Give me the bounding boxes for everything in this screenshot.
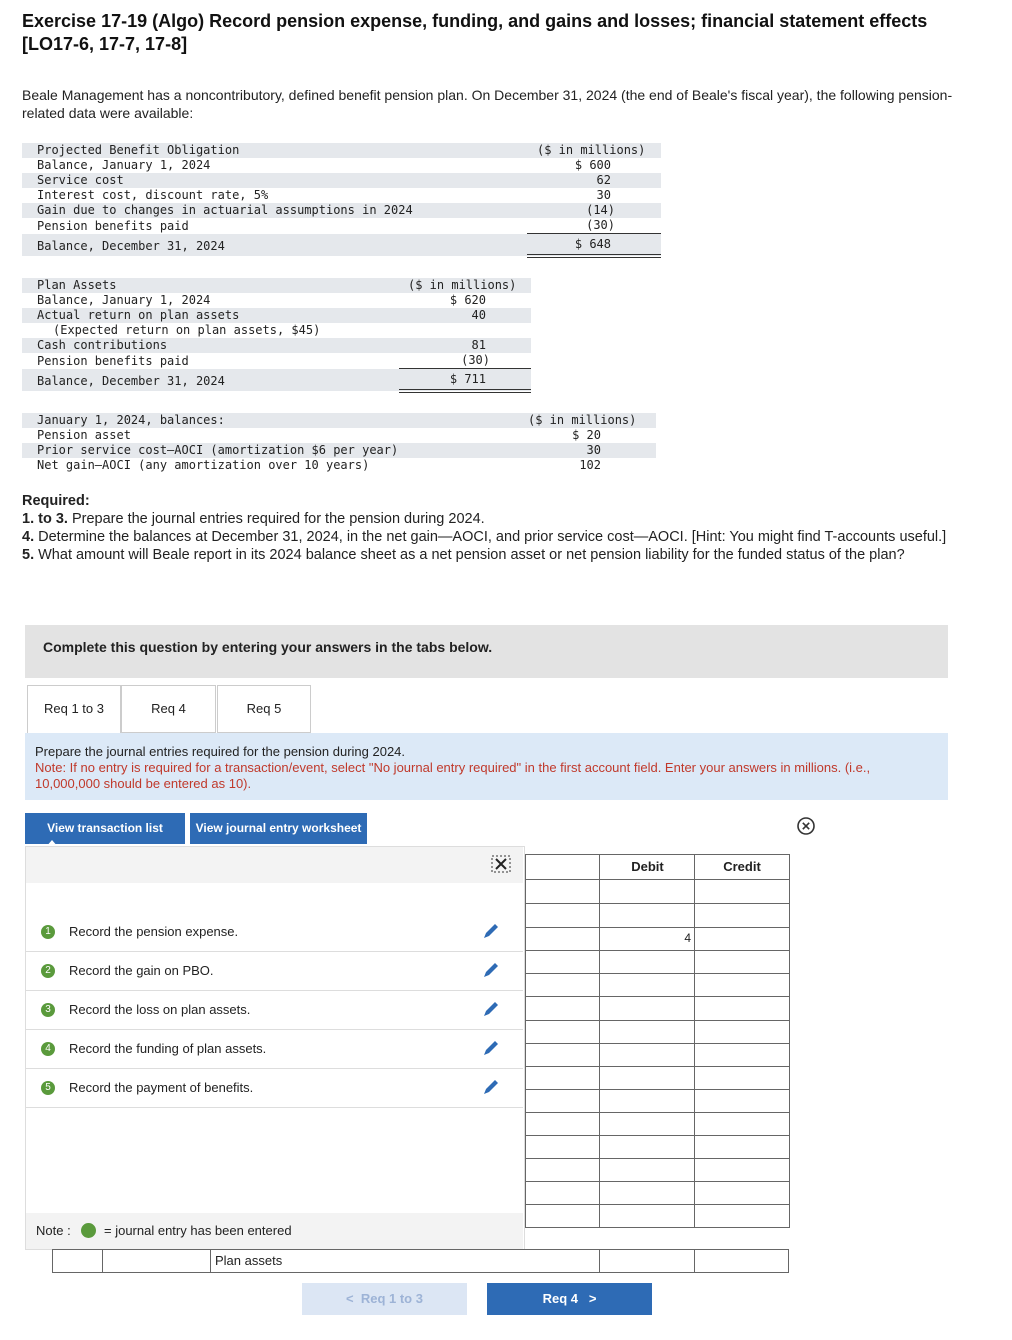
debit-cell[interactable]: [599, 879, 696, 904]
credit-cell[interactable]: [694, 950, 790, 974]
credit-cell[interactable]: [694, 1112, 790, 1136]
plan-assets-row-label: (Expected return on plan assets, $45): [53, 323, 321, 337]
pbo-unit: ($ in millions): [537, 143, 646, 157]
pbo-row-label: Service cost: [37, 173, 124, 187]
debit-cell[interactable]: [599, 1043, 696, 1067]
plan-assets-row-value: 40: [471, 308, 486, 322]
plan-assets-row-label: Cash contributions: [37, 338, 168, 352]
required-item-text: What amount will Beale report in its 2024 balance sheet as a net pension asset or net pension liability for the funded status of the plan?: [38, 547, 905, 563]
transaction-panel-header: [26, 847, 523, 883]
pencil-icon[interactable]: [482, 961, 500, 979]
pbo-row-label: Gain due to changes in actuarial assumptions in 2024: [37, 203, 413, 217]
credit-cell[interactable]: [694, 903, 790, 928]
transaction-number: 1: [41, 925, 55, 939]
chevron-left-icon: <: [346, 1291, 354, 1306]
intro-text: Beale Management has a noncontributory, defined benefit pension plan. On December 31, 2024 (the end of Beale's fiscal year), the following pension-related data were available:: [22, 87, 953, 121]
plan-assets-row-label: Balance, January 1, 2024: [37, 293, 211, 307]
credit-cell[interactable]: [694, 1066, 790, 1090]
credit-cell[interactable]: [694, 927, 790, 951]
legend-note: [26, 1213, 523, 1249]
credit-cell[interactable]: [694, 1181, 790, 1205]
account-cell[interactable]: [525, 903, 601, 928]
prev-tab-button[interactable]: [302, 1283, 467, 1315]
debit-cell[interactable]: 4: [599, 927, 696, 951]
account-cell[interactable]: [525, 996, 601, 1021]
balances-row-value: 102: [579, 458, 601, 472]
account-cell[interactable]: Plan assets: [210, 1249, 600, 1273]
plan-assets-header: Plan Assets: [37, 278, 117, 292]
pbo-row-value: 30: [596, 188, 611, 202]
debit-cell[interactable]: [599, 973, 696, 997]
debit-cell[interactable]: [599, 1066, 696, 1090]
collapse-x-icon[interactable]: [491, 855, 511, 873]
balances-row-label: Prior service cost—AOCI (amortization $6 per year): [37, 443, 399, 457]
chevron-right-icon: >: [588, 1291, 597, 1306]
debit-cell[interactable]: [599, 996, 696, 1021]
close-icon[interactable]: [796, 816, 816, 836]
debit-cell[interactable]: [599, 1204, 696, 1228]
instructions-note: Note: If no entry is required for a transaction/event, select "No journal entry required" in the first account field. Enter your answers in millions. (i.e., 10,000,000 should be entered as 10).: [35, 760, 871, 791]
transaction-label: Record the gain on PBO.: [69, 963, 214, 978]
transaction-label: Record the loss on plan assets.: [69, 1002, 251, 1017]
debit-cell[interactable]: [599, 1020, 696, 1044]
account-cell[interactable]: [525, 1066, 601, 1090]
credit-cell[interactable]: [694, 879, 790, 904]
balances-unit: ($ in millions): [528, 413, 637, 427]
credit-cell[interactable]: [694, 1249, 789, 1273]
credit-cell[interactable]: [694, 1089, 790, 1113]
account-cell[interactable]: [525, 879, 601, 904]
account-cell[interactable]: [525, 973, 601, 997]
credit-cell[interactable]: [694, 1204, 790, 1228]
account-cell[interactable]: [525, 1204, 601, 1228]
account-cell[interactable]: [525, 1043, 601, 1067]
next-tab-label: Req 4: [542, 1291, 578, 1306]
debit-header: Debit: [599, 854, 696, 880]
plan-assets-unit: ($ in millions): [408, 278, 517, 292]
transaction-number: 2: [41, 964, 55, 978]
pencil-icon[interactable]: [482, 1078, 500, 1096]
debit-cell[interactable]: [599, 903, 696, 928]
credit-cell[interactable]: [694, 1158, 790, 1182]
transaction-number: 4: [41, 1042, 55, 1056]
credit-cell[interactable]: [694, 1043, 790, 1067]
credit-cell[interactable]: [694, 996, 790, 1021]
pencil-icon[interactable]: [482, 922, 500, 940]
debit-cell[interactable]: [599, 950, 696, 974]
transaction-item[interactable]: [26, 991, 523, 1030]
complete-banner-text: Complete this question by entering your answers in the tabs below.: [43, 639, 493, 655]
plan-assets-row-value: $ 620: [449, 293, 486, 307]
credit-header: Credit: [694, 854, 790, 880]
next-tab-button[interactable]: [487, 1283, 652, 1315]
debit-cell[interactable]: [599, 1089, 696, 1113]
plan-assets-row-value: 81: [471, 338, 486, 352]
plan-assets-row-value: $ 711: [449, 372, 486, 386]
prev-tab-label: Req 1 to 3: [360, 1291, 423, 1306]
transaction-item[interactable]: [26, 1069, 523, 1108]
transaction-item[interactable]: [26, 1030, 523, 1069]
credit-cell[interactable]: [694, 1020, 790, 1044]
grid-header-cell: [525, 854, 601, 880]
pbo-row-value: 62: [596, 173, 611, 187]
pbo-header: Projected Benefit Obligation: [37, 143, 240, 157]
account-cell[interactable]: [525, 1089, 601, 1113]
required-item-text: Determine the balances at December 31, 2024, in the net gain—AOCI, and prior service cost—AOCI. [Hint: You might find T-accounts useful.]: [38, 529, 947, 545]
pencil-icon[interactable]: [482, 1039, 500, 1057]
entered-indicator-icon: [81, 1223, 96, 1238]
pbo-row-value: (14): [586, 203, 615, 217]
pbo-row-label: Balance, January 1, 2024: [37, 158, 211, 172]
debit-cell[interactable]: [599, 1181, 696, 1205]
required-item-text: Prepare the journal entries required for the pension during 2024.: [71, 511, 485, 527]
plan-assets-row-label: Balance, December 31, 2024: [37, 374, 225, 388]
view-journal-worksheet-button[interactable]: View journal entry worksheet: [190, 813, 367, 844]
account-cell[interactable]: [525, 1112, 601, 1136]
note-text: = journal entry has been entered: [104, 1223, 292, 1238]
required-section: [22, 492, 972, 564]
note-label: Note :: [36, 1223, 71, 1238]
transaction-label: Record the pension expense.: [69, 924, 239, 939]
credit-cell[interactable]: [694, 1135, 790, 1159]
balances-row-label: Net gain—AOCI (any amortization over 10 years): [37, 458, 370, 472]
pbo-row-label: Balance, December 31, 2024: [37, 239, 225, 253]
account-cell[interactable]: [525, 1181, 601, 1205]
plan-assets-row-label: Actual return on plan assets: [37, 308, 240, 322]
account-cell[interactable]: [525, 1135, 601, 1159]
pbo-row-label: Interest cost, discount rate, 5%: [37, 188, 269, 202]
transaction-number: 5: [41, 1081, 55, 1095]
required-item-num: 1. to 3.: [22, 511, 68, 527]
pbo-row-label: Pension benefits paid: [37, 219, 189, 233]
transaction-label: Record the funding of plan assets.: [69, 1041, 267, 1056]
instructions-box: [25, 733, 948, 800]
transaction-label: Record the payment of benefits.: [69, 1080, 254, 1095]
balances-row-value: $ 20: [572, 428, 601, 442]
transaction-item[interactable]: [26, 952, 523, 991]
debit-cell[interactable]: [599, 1158, 696, 1182]
tab-req-4[interactable]: Req 4: [121, 685, 216, 733]
balances-row-label: Pension asset: [37, 428, 131, 442]
debit-cell[interactable]: [599, 1112, 696, 1136]
plan-assets-row-value: (30): [461, 353, 490, 367]
pbo-row-value: (30): [586, 218, 615, 232]
required-item-num: 4.: [22, 529, 35, 545]
instructions-main: Prepare the journal entries required for the pension during 2024.: [35, 744, 406, 759]
pbo-row-value: $ 648: [574, 237, 611, 251]
tab-req-5[interactable]: Req 5: [217, 685, 311, 733]
transaction-number: 3: [41, 1003, 55, 1017]
account-cell[interactable]: [525, 1020, 601, 1044]
pencil-icon[interactable]: [482, 1000, 500, 1018]
balances-header: January 1, 2024, balances:: [37, 413, 225, 427]
grid-cell[interactable]: [52, 1249, 103, 1273]
credit-cell[interactable]: [694, 973, 790, 997]
account-cell[interactable]: [525, 927, 601, 951]
plan-assets-row-label: Pension benefits paid: [37, 354, 189, 368]
debit-cell[interactable]: [599, 1249, 695, 1273]
view-transaction-list-button[interactable]: View transaction list: [25, 813, 185, 844]
page-title: Exercise 17-19 (Algo) Record pension expense, funding, and gains and losses; financial statement effects [LO17-6, 17-7, 17-8]: [22, 11, 928, 54]
pbo-row-value: $ 600: [574, 158, 611, 172]
grid-cell[interactable]: [102, 1249, 211, 1273]
transaction-item[interactable]: [26, 913, 523, 952]
tab-req-1-to-3[interactable]: Req 1 to 3: [27, 685, 121, 733]
required-item-num: 5.: [22, 547, 35, 563]
balances-row-value: 30: [586, 443, 601, 457]
account-cell[interactable]: [525, 1158, 601, 1182]
account-cell[interactable]: [525, 950, 601, 974]
complete-banner: [25, 625, 948, 678]
debit-cell[interactable]: [599, 1135, 696, 1159]
required-heading: Required:: [22, 493, 90, 509]
